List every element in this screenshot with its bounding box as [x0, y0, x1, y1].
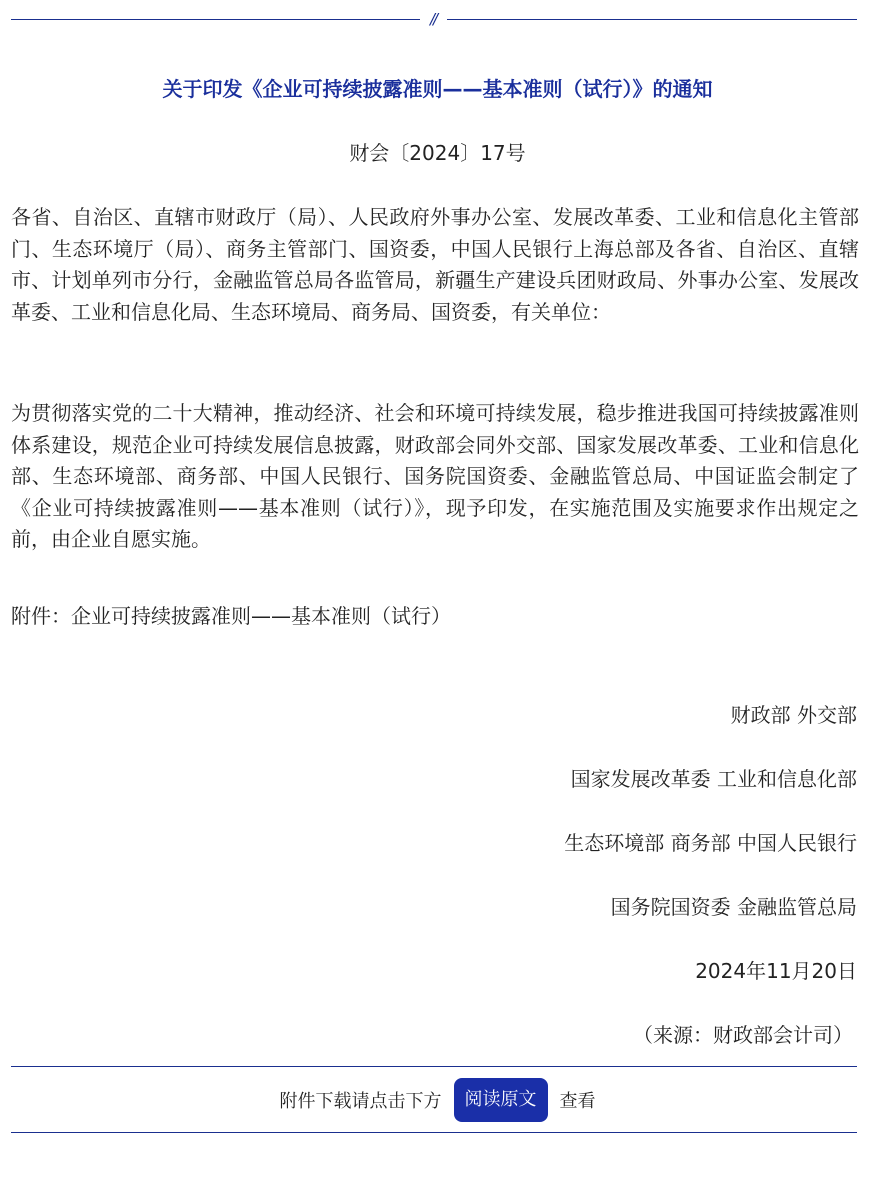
signatory-line: 生态环境部 商务部 中国人民银行 [564, 831, 857, 855]
download-hint [0, 1078, 875, 1122]
source-note: （来源：财政部会计司） [633, 1023, 853, 1047]
download-prefix-text: 附件下载请点击下方 [279, 1091, 442, 1112]
read-original-button[interactable]: 阅读原文 [454, 1078, 548, 1122]
signatory-line: 国家发展改革委 工业和信息化部 [570, 767, 857, 791]
top-divider [11, 10, 857, 30]
attachment-line: 附件：企业可持续披露准则——基本准则（试行） [11, 604, 451, 628]
bottom-rule-top [11, 1066, 857, 1067]
divider-line-left [11, 19, 420, 20]
signatory-line: 财政部 外交部 [730, 703, 857, 727]
body-paragraph: 为贯彻落实党的二十大精神，推动经济、社会和环境可持续发展，稳步推进我国可持续披露准则体系建设，规范企业可持续发展信息披露，财政部会同外交部、国家发展改革委、工业和信息化部、生态环境部、商务部、中国人民银行、国务院国资委、金融监管总局、中国证监会制定了《企业可持续披露准则——基本准则（试行）》，现予印发，在实施范围及实施要求作出规定之前，由企业自愿实施。 [11, 401, 859, 551]
divider-line-right [447, 19, 857, 20]
divider-slash-icon: // [429, 10, 437, 28]
addressees-paragraph: 各省、自治区、直辖市财政厅（局）、人民政府外事办公室、发展改革委、工业和信息化主管部门、生态环境厅（局）、商务主管部门、国资委，中国人民银行上海总部及各省、自治区、直辖市、计划单列市分行，金融监管总局各监管局，新疆生产建设兵团财政局、外事办公室、发展改革委、工业和信息化局、生态环境局、商务局、国资委，有关单位： [11, 205, 859, 324]
notice-title: 关于印发《企业可持续披露准则——基本准则（试行）》的通知 [162, 77, 713, 101]
issue-date: 2024年11月20日 [695, 959, 857, 983]
download-suffix-text: 查看 [559, 1091, 596, 1112]
document-number: 财会〔2024〕17号 [349, 141, 526, 165]
bottom-rule-bottom [11, 1132, 857, 1133]
signatory-line: 国务院国资委 金融监管总局 [610, 895, 857, 919]
